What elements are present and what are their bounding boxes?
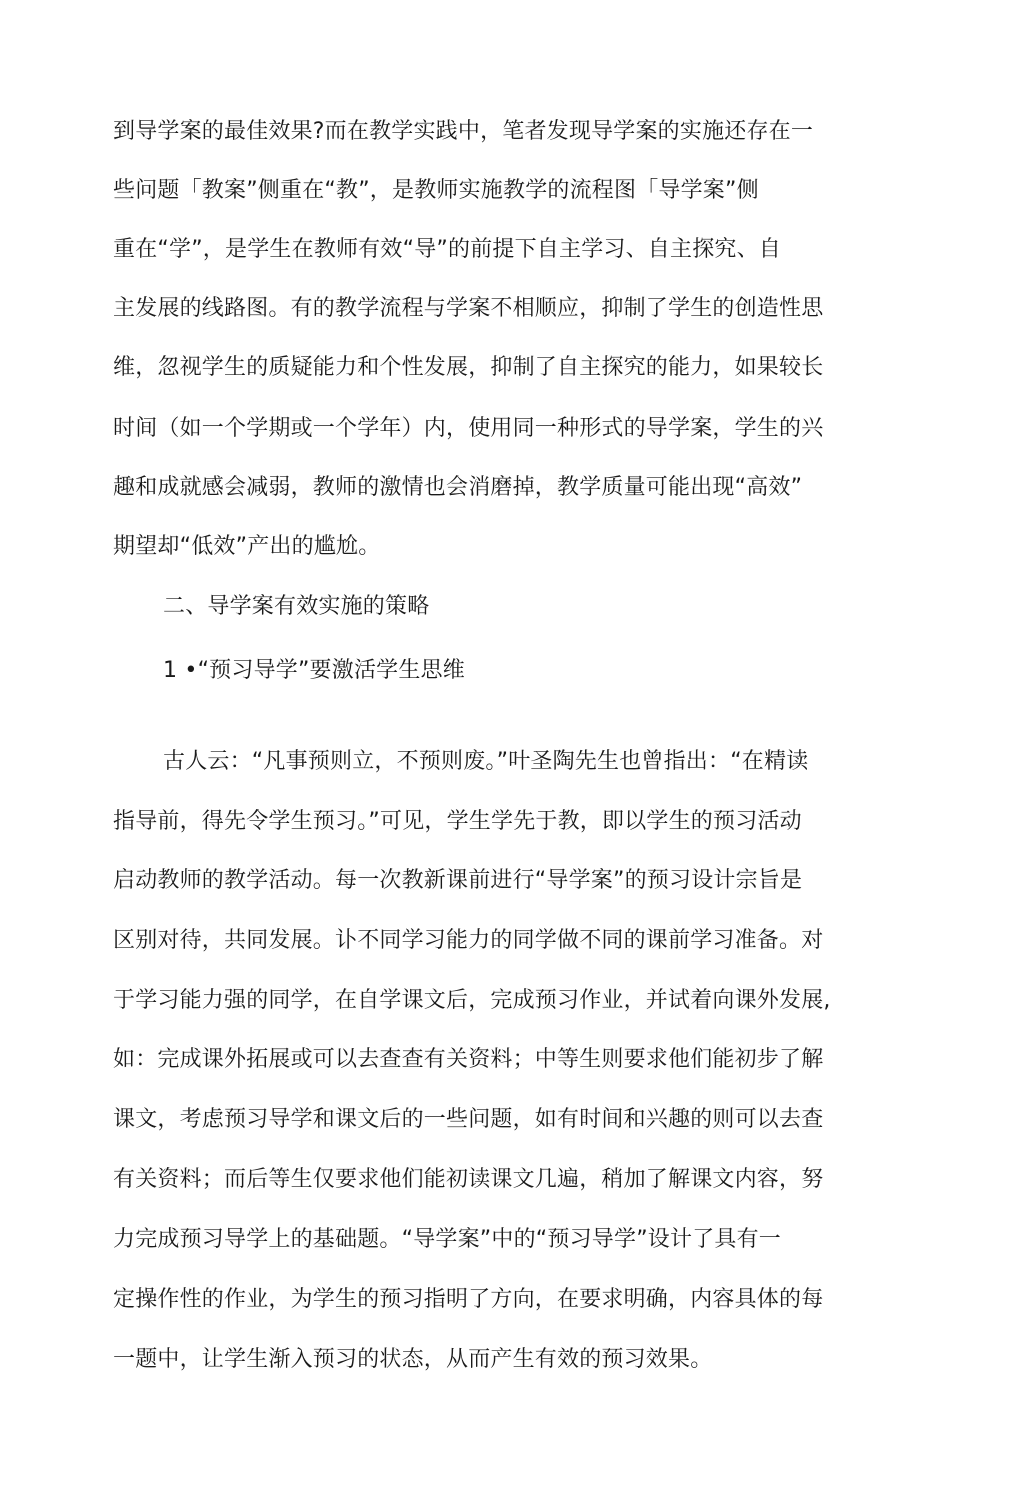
paragraph-line: 一题中，让学生渐入预习的状态，从而产生有效的预习效果。 bbox=[113, 1347, 713, 1372]
paragraph-line: 启动教师的教学活动。每一次教新课前进行“导学案”的预习设计宗旨是 bbox=[113, 868, 803, 893]
section-heading: 二、导学案有效实施的策略 bbox=[163, 594, 430, 619]
paragraph-line: 定操作性的作业，为学生的预习指明了方向，在要求明确，内容具体的每 bbox=[113, 1287, 824, 1312]
paragraph-line: 指导前，得先令学生预习。”可见，学生学先于教，即以学生的预习活动 bbox=[113, 809, 802, 834]
paragraph-line: 课文，考虑预习导学和课文后的一些问题，如有时间和兴趣的则可以去查 bbox=[113, 1107, 824, 1132]
paragraph-line: 到导学案的最佳效果?而在教学实践中，笔者发现导学案的实施还存在一 bbox=[113, 119, 814, 144]
paragraph-line: 有关资料；而后等生仅要求他们能初读课文几遍，稍加了解课文内容，努 bbox=[113, 1167, 824, 1192]
paragraph-line: 趣和成就感会减弱，教师的激情也会消磨掉，教学质量可能出现“高效” bbox=[113, 475, 803, 500]
paragraph-line: 力完成预习导学上的基础题。“导学案”中的“预习导学”设计了具有一 bbox=[113, 1227, 781, 1252]
paragraph-line: 主发展的线路图。有的教学流程与学案不相顺应，抑制了学生的创造性思 bbox=[113, 296, 824, 321]
paragraph-line: 区别对待，共同发展。讣不同学习能力的同学做不同的课前学习准备。对 bbox=[113, 928, 824, 953]
paragraph-line: 维，忽视学生的质疑能力和个性发展，抑制了自主探究的能力，如果较长 bbox=[113, 355, 824, 380]
paragraph-line: 古人云：“凡事预则立，不预则废。”叶圣陶先生也曾指出：“在精读 bbox=[163, 749, 809, 774]
paragraph-line: 如：完成课外拓展或可以去查查有关资料；中等生则要求他们能初步了解 bbox=[113, 1047, 824, 1072]
paragraph-line: 期望却“低效”产出的尴尬。 bbox=[113, 534, 381, 559]
paragraph-line: 重在“学”，是学生在教师有效“导”的前提下自主学习、自主探究、自 bbox=[113, 237, 781, 262]
paragraph-line: 于学习能力强的同学，在自学课文后，完成预习作业，并试着向课外发展, bbox=[113, 988, 831, 1013]
subsection-heading: 1 •“预习导学”要激活学生思维 bbox=[163, 658, 465, 683]
paragraph-line: 些问题「教案”侧重在“教”，是教师实施教学的流程图「导学案”侧 bbox=[113, 178, 759, 203]
paragraph-line: 时间（如一个学期或一个学年）内，使用同一种形式的导学案，学生的兴 bbox=[113, 416, 824, 441]
